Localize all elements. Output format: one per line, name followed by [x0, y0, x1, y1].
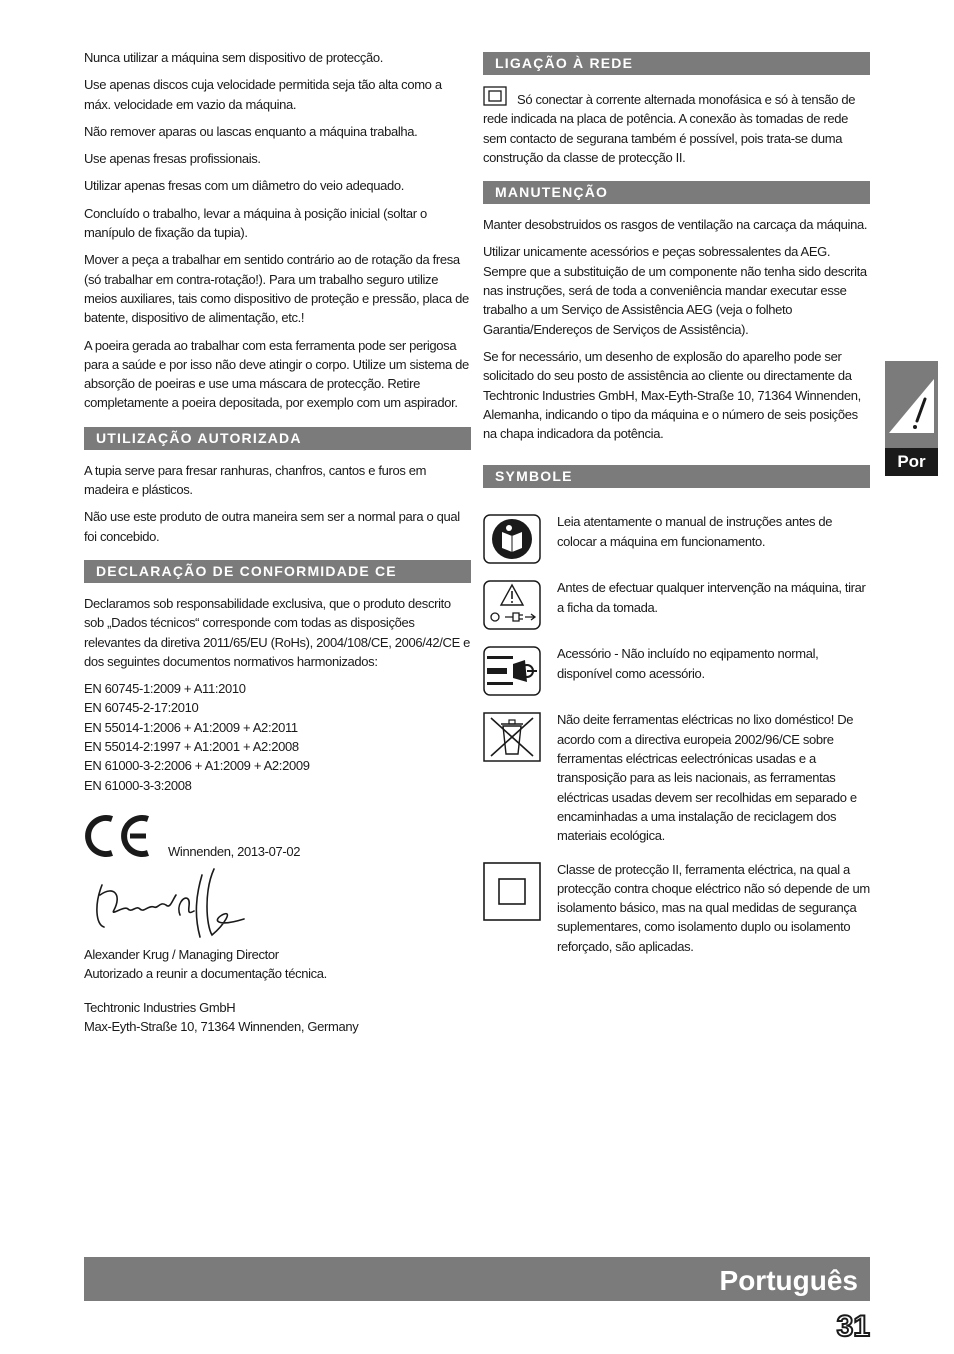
- safety-note: Mover a peça a trabalhar em sentido contrário ao de rotação da fresa (só trabalhar em contra-rotação!). Para um trabalho seguro utilize meios auxiliares, tais como dispositivo de proteção e pressão, placa de batente, dispositivo de alimentação, etc.!: [84, 252, 469, 326]
- standard-item: EN 60745-1:2009 + A11:2010: [84, 681, 246, 697]
- symbol-text: Antes de efectuar qualquer intervenção na máquina, tirar a ficha da tomada.: [557, 580, 866, 615]
- right-column: [483, 48, 870, 970]
- symbol-row: [483, 710, 870, 845]
- safety-note: Use apenas discos cuja velocidade permitida seja tão alta como a máx. velocidade em vazio da máquina.: [84, 77, 442, 112]
- usage-text: A tupia serve para fresar ranhuras, chanfros, cantos e furos em madeira e plásticos.: [84, 462, 427, 498]
- ce-mark-icon: [84, 811, 154, 861]
- safety-note: Concluído o trabalho, levar a máquina à posição inicial (soltar o manípulo de fixação da tupia).: [84, 205, 427, 241]
- standard-item: EN 61000-3-2:2006 + A1:2009 + A2:2009: [84, 758, 310, 774]
- signer-name: Alexander Krug / Managing Director: [84, 946, 279, 962]
- symbol-row: [483, 578, 870, 630]
- safety-note: Utilizar apenas fresas com um diâmetro do veio adequado.: [84, 178, 405, 194]
- safety-note: Nunca utilizar a máquina sem dispositivo de protecção.: [84, 50, 384, 65]
- footer-language: Português: [719, 1265, 858, 1296]
- safety-note: Use apenas fresas profissionais.: [84, 151, 261, 167]
- place-date: Winnenden, 2013-07-02: [168, 843, 301, 859]
- safety-note: A poeira gerada ao trabalhar com esta ferramenta pode ser perigosa para a saúde e por isso não deve atingir o corpo. Utilize um sistema de absorção de poeiras e use uma máscara de protecção. Retire completamente a poeira depositada, por exemplo com um aspirador.: [84, 337, 469, 411]
- safety-note: Não remover aparas ou lascas enquanto a máquina trabalha.: [84, 123, 418, 139]
- standards-list: [84, 679, 471, 795]
- standard-item: EN 60745-2-17:2010: [84, 700, 199, 716]
- signer-role: Autorizado a reunir a documentação técnica.: [84, 966, 327, 982]
- standard-item: EN 55014-1:2006 + A1:2009 + A2:2011: [84, 719, 298, 735]
- class-ii-small-icon: [483, 86, 509, 106]
- standard-item: EN 55014-2:1997 + A1:2001 + A2:2008: [84, 739, 299, 755]
- maintenance-text: Utilizar unicamente acessórios e peças sobressalentes da AEG. Sempre que a substituição de um componente não tenha sido descrita nas instruções, será de toda a conveniência mandar executar esse trabalho a um Serviço de Assistência AEG (veja o folheto Garantia/Endereços de Serviços de Assistência).: [483, 244, 867, 337]
- footer-language-bar: [84, 1257, 870, 1301]
- symbol-row: [483, 644, 870, 696]
- conformity-heading: DECLARAÇÃO DE CONFORMIDADE CE: [84, 560, 471, 583]
- maintenance-heading: MANUTENÇÃO: [483, 181, 870, 204]
- mains-text: Só conectar à corrente alternada monofásica e só à tensão de rede indicada na placa de potência. A conexão às tomadas de rede sem contacto de segurana também é possível, pois trata-se duma construção da classe de protecção II.: [483, 86, 870, 167]
- page-number: 31: [836, 1310, 870, 1343]
- standard-item: EN 61000-3-3:2008: [84, 777, 192, 793]
- symbol-row: [483, 860, 870, 956]
- read-manual-icon: [483, 514, 541, 564]
- company-name: Techtronic Industries GmbH: [84, 999, 236, 1015]
- unplug-warning-icon: [483, 580, 541, 630]
- mains-heading: LIGAÇÃO À REDE: [483, 52, 870, 75]
- symbol-text: Acessório - Não incluído no eqipamento normal, disponível como acessório.: [557, 646, 819, 681]
- usage-heading: UTILIZAÇÃO AUTORIZADA: [84, 427, 471, 450]
- left-column: [84, 48, 471, 1036]
- company-address: Max-Eyth-Straße 10, 71364 Winnenden, Germany: [84, 1018, 359, 1034]
- maintenance-text: Manter desobstruidos os rasgos de ventilação na carcaça da máquina.: [483, 217, 868, 233]
- language-tab: [885, 361, 938, 476]
- language-tab-label: Por: [885, 448, 938, 476]
- maintenance-text: Se for necessário, um desenho de explosão do aparelho pode ser solicitado do seu posto de assistência ao cliente ou directamente da Techtronic Industries GmbH, Max-Eyth-Straße 10, 71364 Winnenden, Alemanha, indicando o tipo da máquina e o número de seis posições na chapa indicadora da potência.: [483, 348, 861, 442]
- symbol-text: Leia atentamente o manual de instruções antes de colocar a máquina em funcionamento.: [557, 514, 833, 549]
- symbol-text: Não deite ferramentas eléctricas no lixo doméstico! De acordo com a directiva europeia 2002/96/CE sobre ferramentas eléctricas eelectrónicas usadas e a transposição para as leis nacionais, as ferramentas eléctricas usadas devem ser recolhidas em separado e encaminhadas a uma instalação de reciclagem dos materiais ecológica.: [557, 712, 857, 844]
- signature-icon: [84, 865, 254, 945]
- usage-text: Não use este produto de outra maneira sem ser a normal para o qual foi concebido.: [84, 509, 460, 544]
- signer-block: [84, 945, 471, 1036]
- class-ii-icon: [483, 862, 541, 922]
- certification-row: [84, 811, 471, 861]
- symbol-row: [483, 512, 870, 564]
- conformity-text: Declaramos sob responsabilidade exclusiva, que o produto descrito sob „Dados técnicos“ corresponde com todas as disposições relevantes da diretiva 2011/65/EU (RoHs), 2004/108/CE, 2006/42/CE e dos seguintes documentos normativos harmonizados:: [84, 595, 471, 669]
- symbols-heading: SYMBOLE: [483, 465, 870, 488]
- accessory-icon: [483, 646, 541, 696]
- weee-bin-icon: [483, 712, 541, 762]
- symbol-text: Classe de protecção II, ferramenta eléctrica, na qual a protecção contra choque eléctrico não só depende de um isolamento básico, mas na qual medidas de segurança suplementares, como isolamento duplo ou isolamento reforçado, são aplicadas.: [557, 861, 870, 954]
- warning-exclamation-icon: [885, 361, 938, 448]
